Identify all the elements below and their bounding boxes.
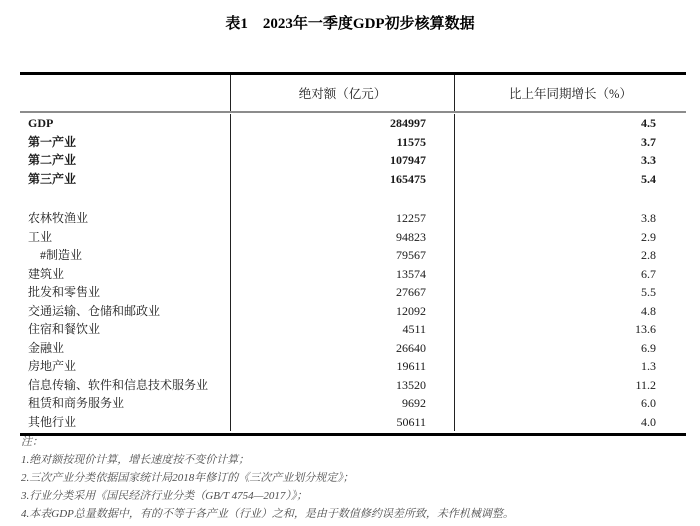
row-label: 交通运输、仓储和邮政业 [28,303,161,318]
row-growth-value: 5.5 [454,283,686,302]
row-growth-value: 4.8 [454,302,686,321]
row-absolute-value: 26640 [230,339,454,358]
note-item: 3.行业分类采用《国民经济行业分类（GB/T 4754—2017）》； [21,490,308,502]
row-growth-value: 3.3 [454,151,686,170]
table-row [20,246,686,265]
row-absolute-value: 165475 [230,170,454,189]
row-growth-value: 13.6 [454,320,686,339]
row-growth-value: 5.4 [454,170,686,189]
table-row [20,133,686,152]
row-label: GDP [28,116,54,130]
row-absolute-value: 27667 [230,283,454,302]
table-body [20,113,686,433]
table-row [20,265,686,284]
row-label: 第二产业 [28,153,77,167]
row-label: 批发和零售业 [28,285,101,299]
table-row [20,357,686,376]
row-label: 租赁和商务服务业 [28,396,125,410]
row-label: 金融业 [28,340,65,355]
row-absolute-value: 50611 [230,413,454,432]
table-row [20,339,686,358]
row-label: 信息传输、软件和信息技术服务业 [28,377,209,392]
row-growth-value: 4.0 [454,413,686,432]
row-absolute-value: 11575 [230,133,454,152]
table-row [20,413,686,432]
row-absolute-value: 79567 [230,246,454,265]
row-absolute-value: 19611 [230,357,454,376]
row-absolute-value: 12092 [230,302,454,321]
notes-section [21,433,681,523]
page-title: 表1 2023年一季度GDP初步核算数据 [225,16,475,32]
row-growth-value: 3.7 [454,133,686,152]
header-growth: 比上年同期增长（%） [454,75,686,111]
note-item: 2.三次产业分类依据国家统计局2018年修订的《三次产业划分规定》； [21,472,354,484]
row-label: 第一产业 [28,134,77,149]
table-row [20,376,686,395]
row-label: #制造业 [40,248,83,262]
row-absolute-value: 9692 [230,394,454,413]
row-absolute-value: 13520 [230,376,454,395]
row-absolute-value: 4511 [230,320,454,339]
note-item: 1.绝对额按现价计算，增长速度按不变价计算； [21,454,250,466]
table-row [20,209,686,228]
table-row [20,394,686,413]
row-label: 工业 [28,229,53,244]
row-label: 住宿和餐饮业 [28,322,101,336]
row-growth-value: 2.8 [454,246,686,265]
row-growth-value: 3.8 [454,209,686,228]
table-row [20,114,686,133]
row-absolute-value: 12257 [230,209,454,228]
row-label: 其他行业 [28,414,77,429]
table-header-row [20,75,686,113]
row-growth-value: 11.2 [454,376,686,395]
table-row [20,170,686,189]
row-label: 建筑业 [28,266,65,281]
table-row [20,151,686,170]
table-row [20,283,686,302]
row-growth-value: 4.5 [454,114,686,133]
row-label: 第三产业 [28,171,77,186]
header-absolute-amount: 绝对额（亿元） [230,75,454,111]
row-growth-value: 6.9 [454,339,686,358]
row-absolute-value: 107947 [230,151,454,170]
gdp-table [20,72,686,436]
header-indicator [20,75,230,111]
row-absolute-value: 94823 [230,228,454,247]
table-row [20,228,686,247]
row-label: 农林牧渔业 [28,211,89,225]
table-spacer-row [20,188,686,209]
row-absolute-value: 284997 [230,114,454,133]
row-growth-value: 2.9 [454,228,686,247]
table-row [20,302,686,321]
table-row [20,320,686,339]
notes-label: 注： [21,436,43,448]
row-growth-value: 6.0 [454,394,686,413]
row-growth-value: 6.7 [454,265,686,284]
row-absolute-value: 13574 [230,265,454,284]
note-item: 4.本表GDP总量数据中，有的不等于各产业（行业）之和，是由于数值修约误差所致，未作机械调整。 [21,508,514,520]
row-label: 房地产业 [28,359,77,373]
row-growth-value: 1.3 [454,357,686,376]
